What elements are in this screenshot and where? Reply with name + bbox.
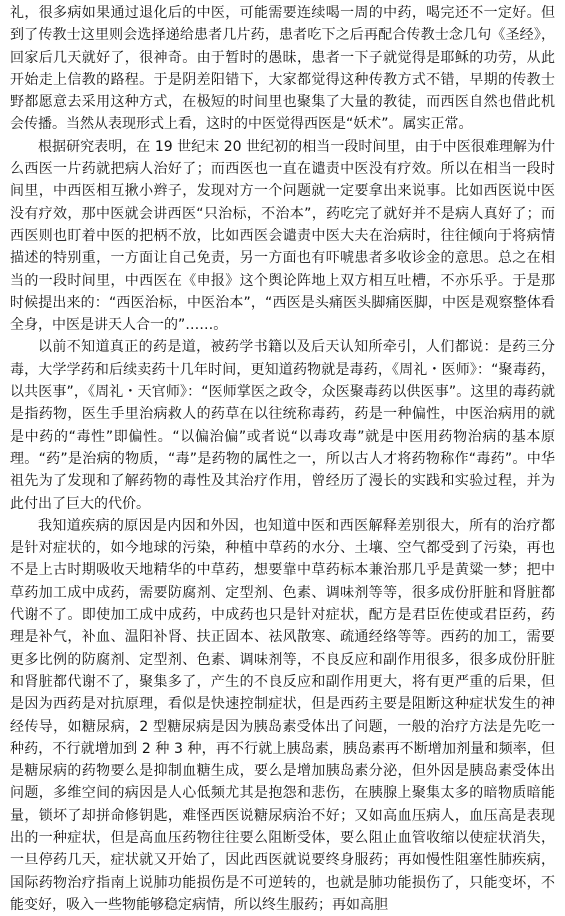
paragraph-research: 根据研究表明，在 19 世纪末 20 世纪初的相当一段时间里，由于中医很难理解为什么西医一片药就把病人治好了；而西医也一直在谴责中医没有疗效。所以在相当一段时间里，中西医相互揪小辫子，发现对方一个问题就一定要拿出来说事。比如西医说中医没有疗效，那中医就会讲西医“只治标，不治本”，药吃完了就好并不是病人真好了；而西医则也盯着中医的把柄不放，比如西医会谴责中医大夫在治病时，往往倾向于将病情描述的特别重，一方面让自己免责，另一方面也有吓唬患者多收诊金的意思。总之在相当的一段时间里，中西医在《申报》这个舆论阵地上双方相互吐槽，不亦乐乎。于是那时候提出来的：“西医治标，中医治本”，“西医是头痛医头脚痛医脚，中医是观察整体看全身，中医是讲天人合一的”……。 — [10, 138, 555, 334]
paragraph-continued: 礼，很多病如果通过退化后的中医，可能需要连续喝一周的中药，喝完还不一定好。但到了传教士这里则会选择递给患者几片药，患者吃下之后再配合传教士念几句《圣经》，回家后几天就好了，很神奇。由于暂时的愚昧，患者一下子就觉得是耶稣的功劳，从此开始走上信教的路程。于是阴差阳错下，大家都觉得这种传教方式不错，早期的传教士野都愿意去采用这种方式，在极短的时间里也聚集了大量的教徒，而西医自然也借此机会传播。当然从表现形式上看，这时的中医觉得西医是“妖术”。属实正常。 — [10, 5, 555, 133]
paragraph-disease-causes: 我知道疾病的原因是内因和外因，也知道中医和西医解释差别很大，所有的治疗都是针对症状的，如今地球的污染，种植中草药的水分、土壤、空气都受到了污染，再也不是上古时期吸收天地精华的中草药，想要靠中草药标本兼治那几乎是黄粱一梦；把中草药加工成中成药，需要防腐剂、定型剂、色素、调味剂等等，很多成份肝脏和肾脏都代谢不了。即使加工成中成药，中成药也只是针对症状，配方是君臣佐使或君臣药，药理是补气，补血、温阳补肾、扶正固本、祛风散寒、疏通经络等等。西药的加工，需要更多比例的防腐剂、定型剂、色素、调味剂等，不良反应和副作用很多，很多成份肝脏和肾脏都代谢不了，聚集多了，产生的不良反应和副作用更大，将有更严重的后果，但是因为西药是对抗原理，看似是快速控制症状，但是西药主要是阻断这种症状发生的神经传导，如糖尿病，2 型糖尿病是因为胰岛素受体出了问题，一般的治疗方法是先吃一种药，不行就增加到 2 种 3 种，再不行就上胰岛素，胰岛素再不断增加剂量和频率，但是糖尿病的药物要么是抑制血糖生成，要么是增加胰岛素分泌，但外因是胰岛素受体出问题，多维空间的病因是人心低频尤其是抱怨和悲伤，在胰腺上聚集太多的暗物质暗能量，锁坏了却拼命修钥匙，难怪西医说糖尿病治不好；又如高血压病人，血压高是表现出的一种症状，但是高血压药物往往要么阻断受体，要么阻止血管收缩以使症状消失，一旦停药几天，症状就又开始了，因此西医就说要终身服药；再如慢性阻塞性肺疾病，国际药物治疗指南上说肺功能损伤是不可逆转的，也就是肺功能损伤了，只能变坏，不能变好，吸入一些物能够稳定病情，所以终生服药；再如高胆 — [10, 517, 555, 913]
paragraph-medicine-poison: 以前不知道真正的药是道，被药学书籍以及后天认知所牵引，人们都说：是药三分毒，大学学药和后续卖药十几年时间，更知道药物就是毒药，《周礼・医师》：“聚毒药，以共医事”，《周礼・天官师》：“医师掌医之政令，众医聚毒药以供医事”。这里的毒药就是指药物，医生手里治病救人的药草在以往统称毒药，药是一种偏性，中医治病用的就是中药的“毒性”即偏性。“以偏治偏”或者说“以毒攻毒”就是中医用药物治病的基本原理。“药”是治病的物质，“毒”是药物的属性之一，所以古人才将药物称作“毒药”。中华祖先为了发现和了解药物的毒性及其治疗作用，曾经历了漫长的实践和实验过程，并为此付出了巨大的代价。 — [10, 339, 555, 512]
